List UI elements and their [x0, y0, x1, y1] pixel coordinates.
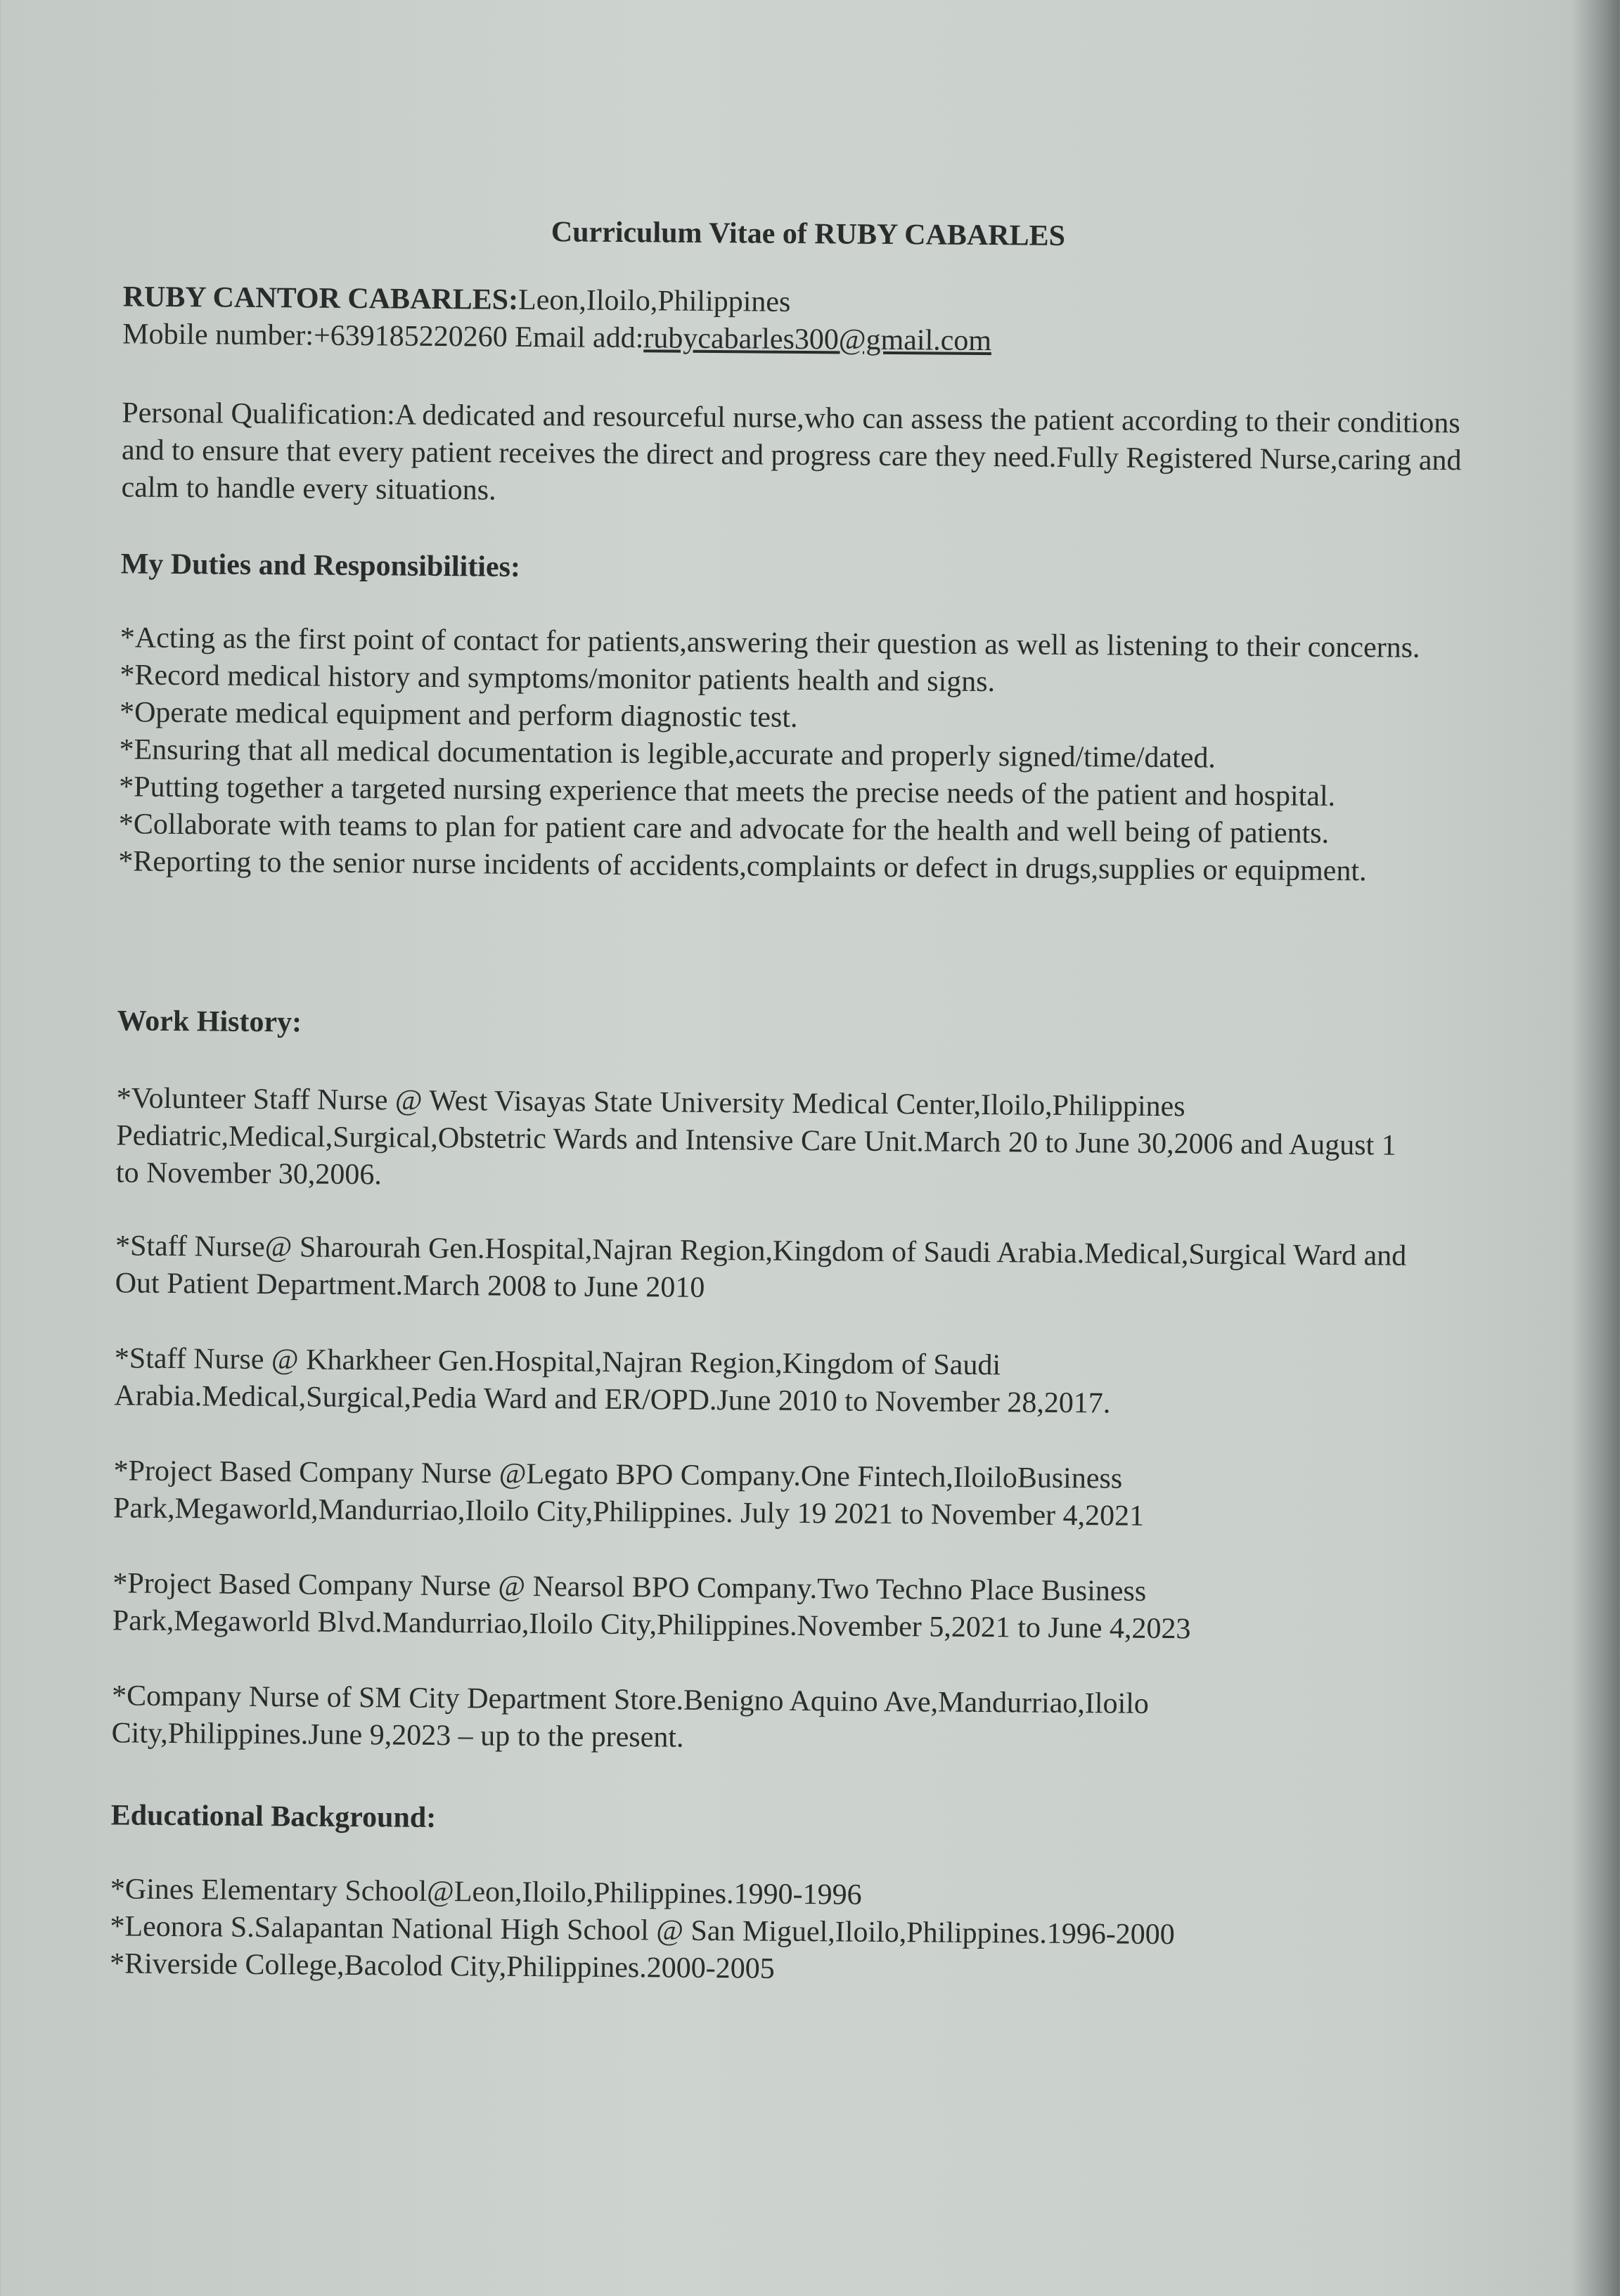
duty-item: *Putting together a targeted nursing experience that meets the precise needs of the patient and hospital. — [119, 770, 1336, 813]
work-heading: Work History: — [117, 1005, 302, 1039]
work-item: *Project Based Company Nurse @Legato BPO Company.One Fintech,IloiloBusiness Park,Megaworld,Mandurriao,Iloilo City,Philippines. July 19 2021 to November 4,2021 — [112, 1455, 1145, 1533]
duties-list — [118, 619, 1470, 891]
contact-block — [122, 278, 1494, 363]
work-item: *Staff Nurse @ Kharkheer Gen.Hospital,Najran Region,Kingdom of Saudi Arabia.Medical,Surgical,Pedia Ward and ER/OPD.June 2010 to November 28,2017. — [114, 1342, 1111, 1420]
education-list — [110, 1871, 1481, 1993]
full-name: RUBY CANTOR CABARLES: — [122, 280, 519, 316]
email-link[interactable]: rubycabarles300@gmail.com — [643, 322, 992, 358]
duty-item: *Acting as the first point of contact for patients,answering their question as well as listening to their concerns. — [120, 621, 1420, 664]
duty-item: *Record medical history and symptoms/monitor patients health and signs. — [120, 659, 996, 699]
education-item: *Riverside College,Bacolod City,Philippines.2000-2005 — [109, 1947, 775, 1985]
education-item: *Gines Elementary School@Leon,Iloilo,Philippines.1990-1996 — [110, 1873, 862, 1911]
duty-item: *Reporting to the senior nurse incidents of accidents,complaints or defect in drugs,supplies or equipment. — [118, 845, 1367, 888]
duty-item: *Operate medical equipment and perform diagnostic test. — [119, 696, 798, 734]
work-item: *Volunteer Staff Nurse @ West Visayas State University Medical Center,Iloilo,Philippines Pediatric,Medical,Surgical,Obstetric Wards and Intensive Care Unit.March 20 to June 30,2006 and August 1 to November 30,2006. — [115, 1082, 1396, 1192]
work-item: *Company Nurse of SM City Department Store.Benigno Aquino Ave,Mandurriao,Iloilo City,Philippines.June 9,2023 – up to the present. — [111, 1679, 1150, 1754]
work-item: *Project Based Company Nurse @ Nearsol BPO Company.Two Techno Place Business Park,Megaworld Blvd.Mandurriao,Iloilo City,Philippines.November 5,2021 to June 4,2023 — [112, 1567, 1191, 1646]
mobile-label: Mobile number:+639185220260 Email add: — [122, 318, 644, 355]
education-item: *Leonora S.Salapantan National High School @ San Miguel,Iloilo,Philippines.1996-2000 — [110, 1910, 1175, 1952]
document-title: Curriculum Vitae of RUBY CABARLES — [551, 216, 1066, 252]
education-heading: Educational Background: — [110, 1799, 437, 1834]
duties-heading: My Duties and Responsibilities: — [120, 548, 521, 583]
work-item: *Staff Nurse@ Sharourah Gen.Hospital,Najran Region,Kingdom of Saudi Arabia.Medical,Surgical Ward and Out Patient Department.March 2008 to June 2010 — [115, 1230, 1407, 1304]
duty-item: *Collaborate with teams to plan for patient care and advocate for the health and well being of patients. — [118, 808, 1330, 850]
location: Leon,Iloilo,Philippines — [518, 283, 791, 318]
duty-item: *Ensuring that all medical documentation is legible,accurate and properly signed/time/dated. — [119, 733, 1216, 775]
personal-qualification: Personal Qualification:A dedicated and resourceful nurse,who can assess the patient according to their conditions and to ensure that every patient receives the direct and progress care they need.Fully Registered Nurse,caring and calm to handle every situations. — [121, 396, 1462, 507]
